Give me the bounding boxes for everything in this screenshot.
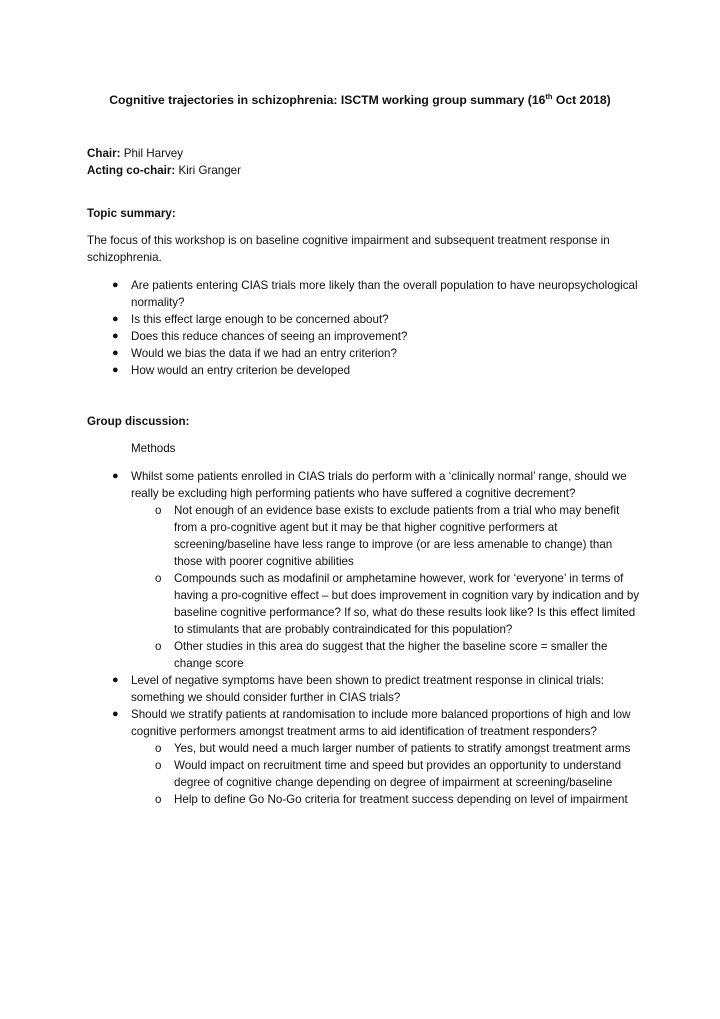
sub-bullet-text: Help to define Go No-Go criteria for treatment success depending on level of impairment xyxy=(174,793,628,806)
title-superscript: th xyxy=(545,91,553,101)
list-item xyxy=(0,328,720,345)
bullet-icon: ● xyxy=(112,347,119,359)
sub-list-item xyxy=(131,570,640,638)
document-title xyxy=(0,92,720,108)
title-main: Cognitive trajectories in schizophrenia: ISCTM working group summary (16 xyxy=(109,93,546,107)
sub-bullet-text: Compounds such as modafinil or amphetamine however, work for ‘everyone’ in terms of having a pro-cognitive effect – but does improvement in cognition vary by indication and by baseline cognitive performance? If so, what do these results look like? Is this effect limited to stimulants that are probably contraindicated for this population? xyxy=(174,572,640,636)
bullet-text: Level of negative symptoms have been shown to predict treatment response in clinical trials: something we should consider further in CIAS trials? xyxy=(131,674,605,704)
list-item xyxy=(0,672,720,706)
sub-list-item xyxy=(131,740,640,757)
bullet-icon: ● xyxy=(112,364,119,376)
bullet-text: Does this reduce chances of seeing an improvement? xyxy=(131,330,408,343)
title-tail: Oct 2018) xyxy=(552,93,611,107)
bullet-icon: ● xyxy=(112,330,119,342)
list-item xyxy=(0,311,720,328)
sub-bullet-text: Yes, but would need a much larger number of patients to stratify amongst treatment arms xyxy=(174,742,631,755)
sub-list xyxy=(131,502,640,672)
sub-list-item xyxy=(131,757,640,791)
circle-bullet-icon: o xyxy=(155,759,162,772)
bullet-icon: ● xyxy=(112,313,119,325)
bullet-text: Are patients entering CIAS trials more likely than the overall population to have neuropsychological normality? xyxy=(131,279,638,309)
chair-line xyxy=(87,145,183,162)
topic-bullet-list xyxy=(0,277,720,379)
sub-bullet-text: Not enough of an evidence base exists to exclude patients from a trial who may benefit from a pro-cognitive agent but it may be that higher cognitive performers at screening/baseline have less range to improve (or are less amenable to change) than those with poorer cognitive abilities xyxy=(174,504,620,568)
list-item xyxy=(0,468,720,672)
list-item xyxy=(0,362,720,379)
sub-list-item xyxy=(131,502,640,570)
bullet-text: Is this effect large enough to be concerned about? xyxy=(131,313,389,326)
topic-heading: Topic summary: xyxy=(87,207,176,220)
bullet-icon: ● xyxy=(112,708,119,720)
circle-bullet-icon: o xyxy=(155,572,162,585)
discussion-heading: Group discussion: xyxy=(87,415,190,428)
bullet-icon: ● xyxy=(112,470,119,482)
bullet-icon: ● xyxy=(112,279,119,291)
list-item xyxy=(0,345,720,362)
sub-list-item xyxy=(131,638,640,672)
discussion-subheading: Methods xyxy=(131,442,176,455)
bullet-text: Would we bias the data if we had an entry criterion? xyxy=(131,347,397,360)
circle-bullet-icon: o xyxy=(155,742,162,755)
circle-bullet-icon: o xyxy=(155,640,162,653)
chair-value: Phil Harvey xyxy=(120,147,183,160)
bullet-icon: ● xyxy=(112,674,119,686)
discussion-bullet-list xyxy=(0,468,720,808)
chair-label: Chair: xyxy=(87,147,121,160)
sub-bullet-text: Would impact on recruitment time and speed but provides an opportunity to understand degree of cognitive change depending on degree of impairment at screening/baseline xyxy=(174,759,622,789)
bullet-text: Whilst some patients enrolled in CIAS trials do perform with a ‘clinically normal’ range, should we really be excluding high performing patients who have suffered a cognitive decrement? xyxy=(131,470,627,500)
sub-bullet-text: Other studies in this area do suggest that the higher the baseline score = smaller the change score xyxy=(174,640,608,670)
acting-chair-label: Acting co-chair: xyxy=(87,164,176,177)
bullet-text: Should we stratify patients at randomisation to include more balanced proportions of high and low cognitive performers amongst treatment arms to aid identification of treatment responders? xyxy=(131,708,631,738)
acting-chair-line xyxy=(87,162,241,179)
bullet-text: How would an entry criterion be developed xyxy=(131,364,351,377)
acting-chair-value: Kiri Granger xyxy=(175,164,241,177)
sub-list-item xyxy=(131,791,640,808)
sub-list xyxy=(131,740,640,808)
list-item xyxy=(0,277,720,311)
list-item xyxy=(0,706,720,808)
circle-bullet-icon: o xyxy=(155,504,162,517)
topic-paragraph: The focus of this workshop is on baseline cognitive impairment and subsequent treatment response in schizophrenia. xyxy=(87,234,610,264)
circle-bullet-icon: o xyxy=(155,793,162,806)
